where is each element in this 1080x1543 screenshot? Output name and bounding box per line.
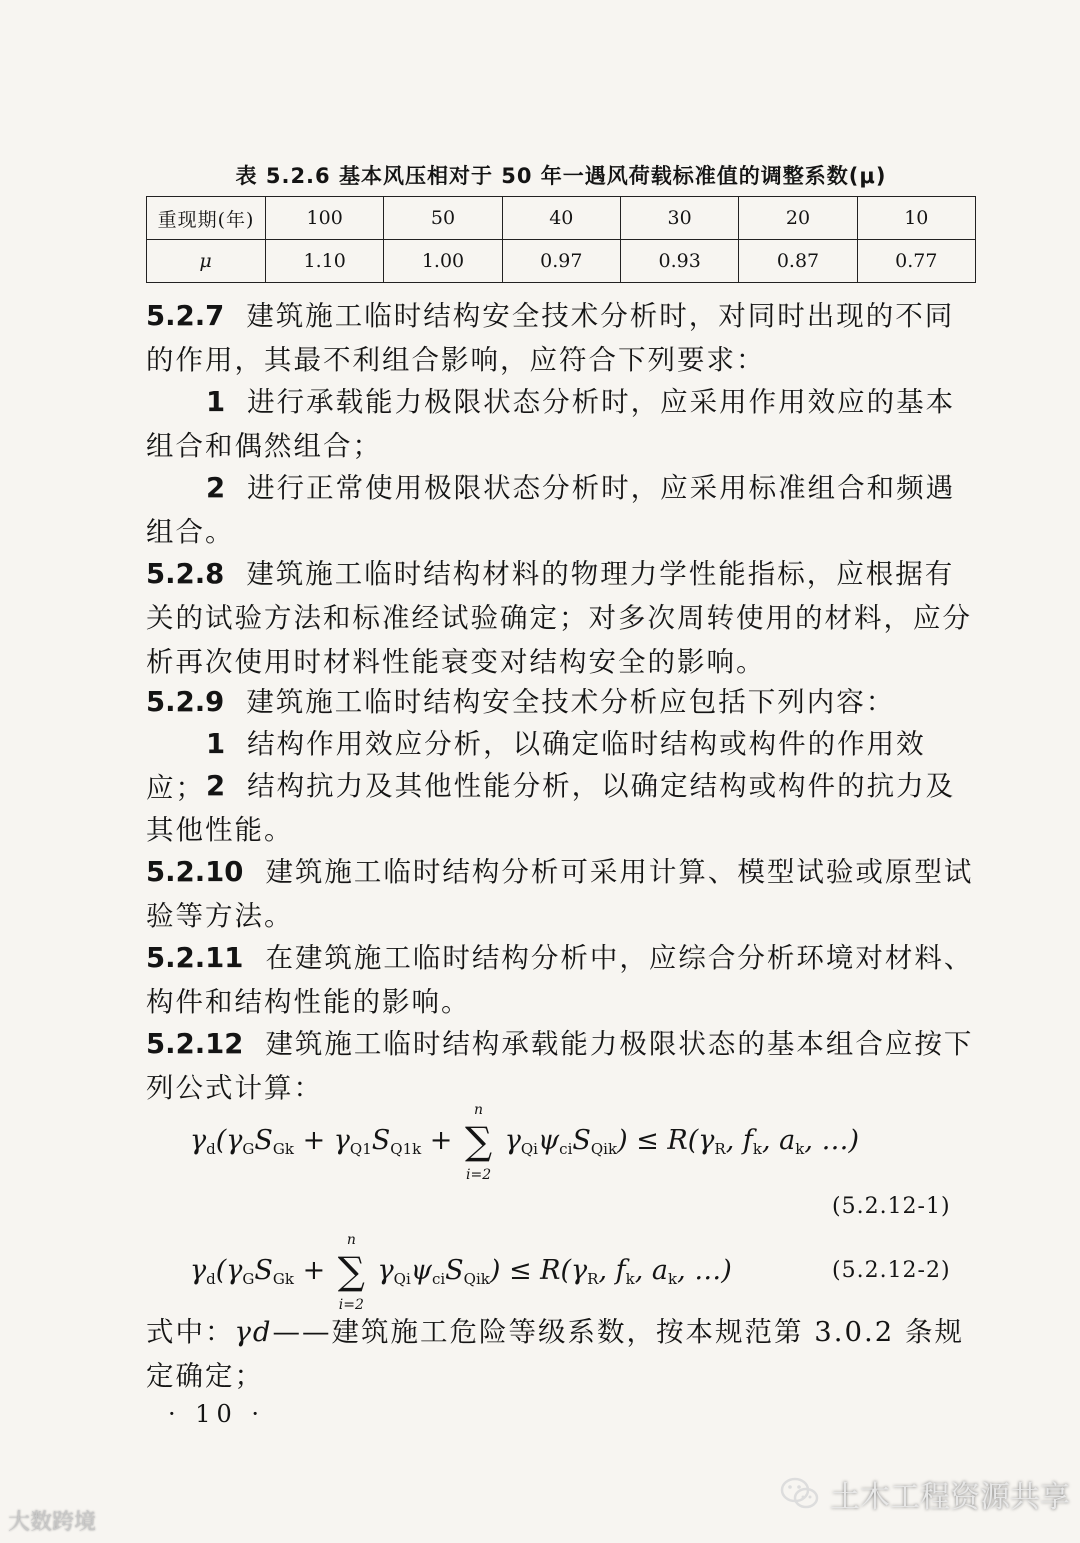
watermark-right-text: 土木工程资源共享 [830, 1480, 1070, 1515]
watermark-left [8, 1505, 96, 1536]
watermark-right [780, 1472, 1070, 1516]
wechat-icon [780, 1477, 820, 1511]
table-cell: 0.87 [739, 240, 857, 283]
table-cell: 40 [502, 197, 620, 240]
table-cell: 0.97 [502, 240, 620, 283]
where-prefix: 式中： [146, 1316, 235, 1348]
page-number: · 10 · [168, 1400, 266, 1428]
table-cell: 50 [384, 197, 502, 240]
table-cell: 1.00 [384, 240, 502, 283]
section-text: 建筑施工临时结构安全技术分析应包括下列内容： [246, 686, 896, 718]
list-item [146, 466, 976, 554]
table-row [147, 240, 976, 283]
section-number: 5.2.9 [146, 686, 225, 718]
table-cell: 0.77 [857, 240, 975, 283]
section-number: 5.2.10 [146, 856, 244, 888]
section-number: 5.2.12 [146, 1028, 244, 1060]
section-text: 建筑施工临时结构承载能力极限状态的基本组合应按下列公式计算： [146, 1028, 974, 1104]
table-cell: 30 [620, 197, 738, 240]
item-text: 结构抗力及其他性能分析，以确定结构或构件的抗力及其他性能。 [146, 770, 956, 846]
item-number: 1 [206, 386, 226, 418]
section-number: 5.2.11 [146, 942, 244, 974]
section-text: 建筑施工临时结构安全技术分析时，对同时出现的不同的作用，其最不利组合影响，应符合下列要求： [146, 300, 955, 376]
formula-5-2-12-1: γd(γGSGk + γQ1SQ1k + n ∑ i=2 γQiψciSQik) ≤ R(γR, fk, ak, …) [190, 1102, 860, 1183]
section-5-2-10 [146, 850, 976, 938]
item-text: 进行正常使用极限状态分析时，应采用标准组合和频遇组合。 [146, 472, 956, 548]
item-number: 2 [206, 472, 226, 504]
section-number: 5.2.7 [146, 300, 225, 332]
table-row-label: μ [147, 240, 266, 283]
section-text: 建筑施工临时结构分析可采用计算、模型试验或原型试验等方法。 [146, 856, 974, 932]
table-cell: 1.10 [266, 240, 384, 283]
item-text: 进行承载能力极限状态分析时，应采用作用效应的基本组合和偶然组合； [146, 386, 956, 462]
section-5-2-8 [146, 552, 976, 684]
wind-pressure-table [146, 196, 976, 283]
table-row [147, 197, 976, 240]
section-5-2-12 [146, 1022, 976, 1110]
watermark-left-text: 大数跨境 [8, 1510, 97, 1535]
table-cell: 0.93 [620, 240, 738, 283]
section-5-2-11 [146, 936, 976, 1024]
list-item [146, 764, 976, 852]
summation-symbol: n ∑ i=2 [337, 1232, 365, 1313]
section-text: 在建筑施工临时结构分析中，应综合分析环境对材料、构件和结构性能的影响。 [146, 942, 974, 1018]
table-row-label: 重现期(年) [147, 197, 266, 240]
section-5-2-9 [146, 680, 976, 724]
item-number: 1 [206, 728, 226, 760]
table-caption: 表 5.2.6 基本风压相对于 50 年一遇风荷载标准值的调整系数(μ) [235, 164, 887, 188]
formula-number: (5.2.12-2) [832, 1258, 951, 1283]
section-text: 建筑施工临时结构材料的物理力学性能指标，应根据有关的试验方法和标准经试验确定；对多次周转使用的材料，应分析再次使用时材料性能衰变对结构安全的影响。 [146, 558, 972, 678]
item-number: 2 [206, 770, 226, 802]
section-5-2-7 [146, 294, 976, 382]
where-symbol: γd [234, 1316, 273, 1348]
table-cell: 20 [739, 197, 857, 240]
section-number: 5.2.8 [146, 558, 225, 590]
list-item [146, 380, 976, 468]
formula-number: (5.2.12-1) [832, 1194, 951, 1219]
summation-symbol: n ∑ i=2 [465, 1102, 493, 1183]
table-cell: 100 [266, 197, 384, 240]
where-clause [146, 1310, 976, 1398]
formula-5-2-12-2: γd(γGSGk + n ∑ i=2 γQiψciSQik) ≤ R(γR, fk, ak, …) [190, 1232, 732, 1313]
where-text: ——建筑施工危险等级系数，按本规范第 3.0.2 条规定确定； [146, 1316, 965, 1392]
table-cell: 10 [857, 197, 975, 240]
item-text: 结构作用效应分析，以确定临时结构或构件的作用效应； [146, 728, 926, 804]
